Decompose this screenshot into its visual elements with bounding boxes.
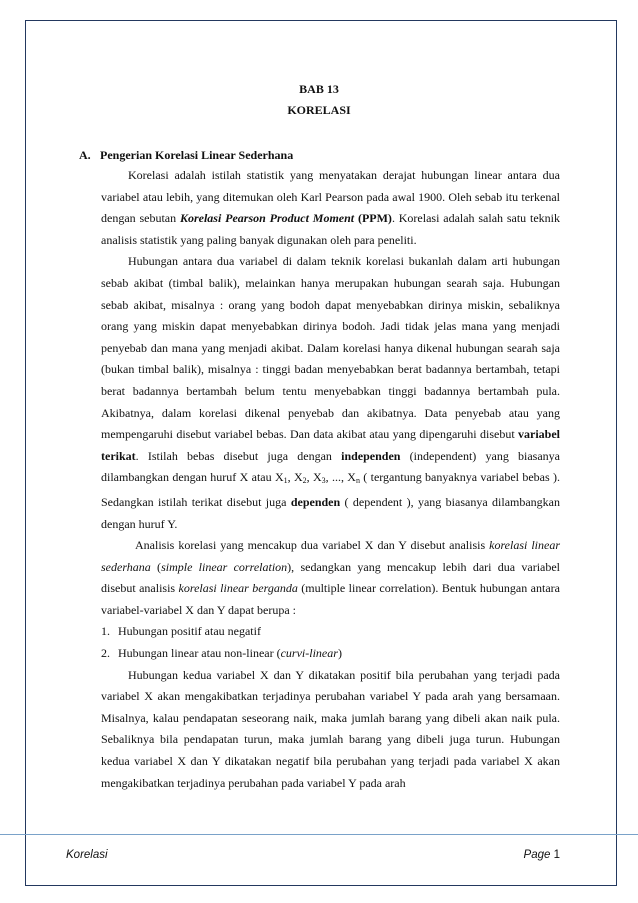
paragraph-4 — [101, 665, 560, 795]
page-border-bottom — [25, 885, 617, 886]
footer-title: Korelasi — [66, 849, 108, 861]
list-item-close: ) — [337, 646, 342, 661]
subscript-1: 1 — [283, 476, 288, 486]
term-korelasi-berganda: korelasi linear berganda — [178, 581, 298, 596]
section-label: A. — [79, 148, 91, 162]
p2-text: Hubungan antara dua variabel di dalam teknik korelasi bukanlah dalam arti hubungan sebab akibat (timbal balik), melainkan hanya merupakan hubungan searah saja. Hubungan sebab akibat, misalnya : orang yang bodoh dapat menyebabkan dirinya miskin, sebaliknya orang yang miskin dapat menyebabkan dirinya bodoh. Jadi tidak jelas mana yang menjadi penyebab dan mana yang menjadi akibat. Dalam korelasi hanya dikenal hubungan searah saja (bukan timbal balik), misalnya : tinggi badan menyebabkan berat badannya bertambah, tetapi berat badannya bertambah belum tentu menyebabkan tinggi badannya bertambah pula. Akibatnya, dalam korelasi dikenal penyebab dan akibatnya. Data penyebab atau yang mempengaruhi disebut variabel bebas. Dan data akibat atau yang dipengaruhi disebut — [101, 254, 560, 442]
footer-rule — [0, 834, 638, 835]
chapter-number: BAB 13 — [299, 82, 339, 96]
chapter-title: KORELASI — [287, 103, 351, 117]
subscript-3: 3 — [321, 476, 326, 486]
ppm-term: Korelasi Pearson Product Moment — [179, 211, 355, 226]
p3-text: Analisis korelasi yang mencakup dua variabel X dan Y disebut analisis — [135, 538, 490, 553]
term-variabel-terikat: variabel terikat — [101, 427, 560, 463]
list-item-text: Hubungan linear atau non-linear ( — [118, 646, 281, 661]
list-item-italic: curvi-linear — [280, 646, 338, 661]
p3-text-3: (multiple linear correlation). Bentuk hubungan antara variabel-variabel X dan Y dapat berupa : — [101, 581, 560, 617]
page-border-left — [25, 20, 26, 885]
term-korelasi-sederhana: korelasi linear sederhana — [101, 538, 560, 574]
term-independen: independen — [341, 448, 401, 463]
p4-text: Hubungan kedua variabel X dan Y dikatakan positif bila perubahan yang terjadi pada variabel X akan mengakibatkan terjadinya perubahan variabel Y pada arah yang bersamaan. Misalnya, kalau pendapatan seseorang naik, maka jumlah barang yang dibeli akan naik pula. Sebaliknya bila pendapatan turun, maka jumlah barang yang dibeli juga turun. Hubungan kedua variabel X dan Y dikatakan negatif bila perubahan yang terjadi pada variabel X akan mengakibatkan terjadinya perubahan pada variabel Y pada arah — [101, 667, 560, 790]
page-label: Page — [523, 849, 551, 861]
p2-sep-2: , X — [306, 470, 322, 485]
subscript-n: n — [355, 476, 360, 486]
term-simple-linear: simple linear correlation — [161, 559, 288, 574]
term-dependen: dependen — [290, 494, 341, 509]
subscript-2: 2 — [302, 476, 307, 486]
p2-text-2: . Istilah bebas disebut juga dengan — [135, 448, 342, 463]
p2-text-4: ( tergantung banyaknya variabel bebas ). Sedangkan istilah terikat disebut juga — [101, 470, 560, 509]
section-heading-text: Pengerian Korelasi Linear Sederhana — [100, 148, 294, 162]
p2-sep-1: , X — [287, 470, 303, 485]
page-border-right — [616, 20, 617, 885]
ppm-abbrev: (PPM) — [357, 211, 392, 226]
p1-text-end: . Korelasi adalah salah satu teknik analisis statistik yang paling banyak digunakan oleh para peneliti. — [101, 211, 561, 247]
p2-text-3: (independent) yang biasanya dilambangkan dengan huruf X atau X — [101, 448, 560, 485]
p3-paren-open: ( — [150, 559, 162, 574]
paragraph-3 — [101, 535, 560, 621]
page-border-top — [25, 20, 617, 21]
p2-text-5: ( dependent ), yang biasanya dilambangkan dengan huruf Y. — [101, 494, 561, 531]
p3-text-2: ), sedangkan yang mencakup lebih dari dua variabel disebut analisis — [101, 559, 561, 596]
paragraph-2 — [101, 251, 560, 535]
list-item-text: Hubungan positif atau negatif — [118, 624, 261, 639]
p1-text: Korelasi adalah istilah statistik yang menyatakan derajat hubungan linear antara dua variabel atau lebih, yang ditemukan oleh Karl Pearson pada awal 1900. Oleh sebab itu terkenal dengan sebutan — [101, 168, 560, 226]
list-item-number: 1. — [101, 624, 110, 639]
list-item — [101, 621, 560, 643]
page-number: 1 — [553, 849, 560, 861]
list-item-number: 2. — [101, 646, 110, 661]
paragraph-1 — [101, 165, 560, 251]
body-text — [101, 165, 560, 794]
footer-page — [524, 849, 560, 861]
p2-sep-3: , ..., X — [325, 470, 356, 485]
list-item — [101, 643, 560, 665]
section-heading — [79, 148, 293, 163]
